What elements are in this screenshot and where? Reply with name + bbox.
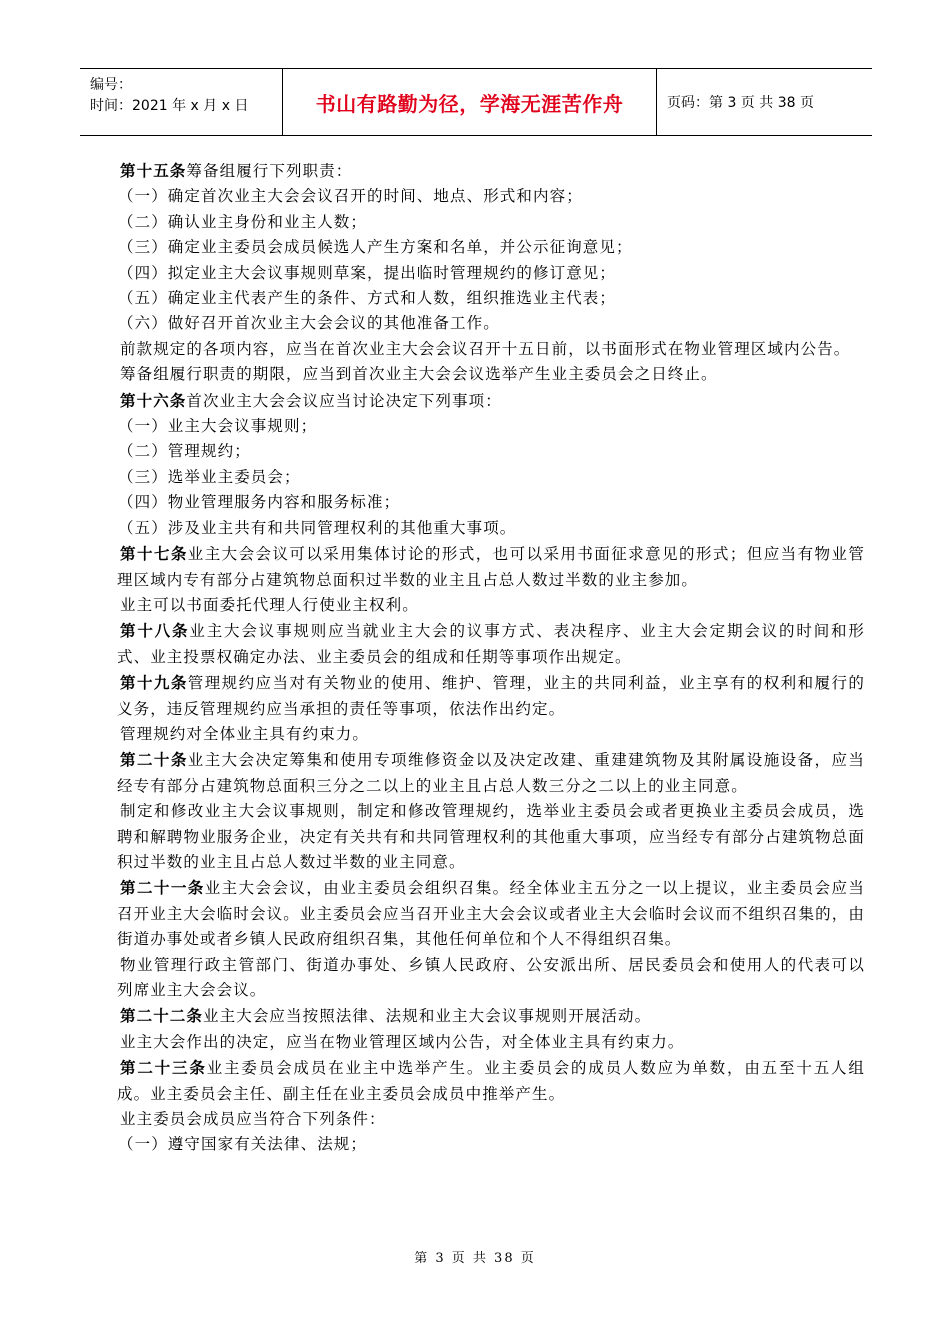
paragraph-text: 前款规定的各项内容，应当在首次业主大会会议召开十五日前，以书面形式在物业管理区域内公告。 <box>120 339 851 358</box>
body-paragraph <box>117 337 865 362</box>
paragraph-text: 业主大会决定筹集和使用专项维修资金以及决定改建、重建建筑物及其附属设施设备，应当经专有部分占建筑物总面积三分之二以上的业主且占总人数三分之二以上的业主同意。 <box>117 751 865 795</box>
list-item <box>117 210 865 235</box>
list-item <box>117 465 865 490</box>
header-number: 编号： <box>90 77 132 93</box>
paragraph-text: 业主大会会议，由业主委员会组织召集。经全体业主五分之一以上提议，业主委员会应当召开业主大会临时会议。业主委员会应当召开业主大会会议或者业主大会临时会议而不组织召集的，由街道办事处或者乡镇人民政府组织召集，其他任何单位和个人不得组织召集。 <box>117 879 865 949</box>
paragraph-text: （四）物业管理服务内容和服务标准； <box>118 493 401 512</box>
article-paragraph <box>117 618 865 670</box>
header-motto: 书山有路勤为径，学海无涯苦作舟 <box>315 91 624 116</box>
body-paragraph <box>117 722 865 747</box>
article-number: 第二十三条 <box>120 1058 207 1078</box>
list-item <box>117 235 865 260</box>
article-number: 第二十一条 <box>120 878 205 898</box>
article-paragraph <box>117 158 865 184</box>
article-paragraph <box>117 747 865 799</box>
article-number: 第十六条 <box>120 390 187 410</box>
header-time: 时间：2021 年 x 月 x 日 <box>90 98 249 114</box>
body-paragraph <box>117 1107 865 1132</box>
article-paragraph <box>117 388 865 414</box>
paragraph-text: （一）确定首次业主大会会议召开的时间、地点、形式和内容； <box>118 187 583 206</box>
list-item <box>117 439 865 464</box>
article-number: 第二十条 <box>120 750 188 770</box>
paragraph-text: （一）业主大会议事规则； <box>118 417 318 436</box>
paragraph-text: 业主委员会成员在业主中选举产生。业主委员会的成员人数应为单数，由五至十五人组成。业主委员会主任、副主任在业主委员会成员中推举产生。 <box>117 1059 865 1103</box>
body-paragraph <box>117 953 865 1004</box>
paragraph-text: 业主大会作出的决定，应当在物业管理区域内公告，对全体业主具有约束力。 <box>120 1032 685 1051</box>
list-item <box>117 516 865 541</box>
article-number: 第十九条 <box>120 673 188 693</box>
document-body <box>117 158 865 1158</box>
paragraph-text: 物业管理行政主管部门、街道办事处、乡镇人民政府、公安派出所、居民委员会和使用人的代表可以列席业主大会会议。 <box>117 955 865 999</box>
paragraph-text: 业主委员会成员应当符合下列条件： <box>120 1110 386 1129</box>
paragraph-text: 业主大会会议可以采用集体讨论的形式，也可以采用书面征求意见的形式；但应当有物业管理区域内专有部分占建筑物总面积过半数的业主且占总人数过半数的业主参加。 <box>117 545 865 589</box>
body-paragraph <box>117 799 865 875</box>
body-paragraph <box>117 593 865 618</box>
paragraph-text: 业主大会应当按照法律、法规和业主大会议事规则开展活动。 <box>203 1007 652 1026</box>
list-item <box>117 1132 865 1157</box>
body-paragraph <box>117 1030 865 1055</box>
header-motto-cell <box>283 69 657 135</box>
header-page-info: 页码：第 3 页 共 38 页 <box>667 95 814 111</box>
list-item <box>117 286 865 311</box>
article-number: 第十五条 <box>120 161 187 180</box>
article-number: 第十八条 <box>120 621 190 641</box>
article-number: 第二十二条 <box>120 1006 204 1026</box>
paragraph-text: 业主可以书面委托代理人行使业主权利。 <box>120 595 419 614</box>
paragraph-text: （二）确认业主身份和业主人数； <box>118 212 368 231</box>
header-page-info-cell <box>657 69 872 135</box>
list-item <box>117 184 865 209</box>
article-paragraph <box>117 875 865 952</box>
paragraph-text: （三）选举业主委员会； <box>118 467 301 486</box>
list-item <box>117 261 865 286</box>
list-item <box>117 490 865 515</box>
paragraph-text: （六）做好召开首次业主大会会议的其他准备工作。 <box>118 314 500 333</box>
paragraph-text: 首次业主大会会议应当讨论决定下列事项： <box>186 391 502 410</box>
paragraph-text: （一）遵守国家有关法律、法规； <box>118 1135 368 1154</box>
list-item <box>117 311 865 336</box>
paragraph-text: 制定和修改业主大会议事规则，制定和修改管理规约，选举业主委员会或者更换业主委员会成员，选聘和解聘物业服务企业，决定有关共有和共同管理权利的其他重大事项，应当经专有部分占建筑物总面积过半数的业主且占总人数过半数的业主同意。 <box>117 802 865 871</box>
paragraph-text: 筹备组履行职责的期限，应当到首次业主大会会议选举产生业主委员会之日终止。 <box>120 365 718 384</box>
paragraph-text: 管理规约应当对有关物业的使用、维护、管理，业主的共同利益，业主享有的权利和履行的义务，违反管理规约应当承担的责任等事项，依法作出约定。 <box>117 674 865 718</box>
paragraph-text: （五）确定业主代表产生的条件、方式和人数，组织推选业主代表； <box>118 289 617 308</box>
header-meta <box>80 69 283 135</box>
article-paragraph <box>117 670 865 722</box>
page-footer: 第 3 页 共 38 页 <box>414 1251 536 1266</box>
paragraph-text: 业主大会议事规则应当就业主大会的议事方式、表决程序、业主大会定期会议的时间和形式、业主投票权确定办法、业主委员会的组成和任期等事项作出规定。 <box>117 622 865 666</box>
paragraph-text: 管理规约对全体业主具有约束力。 <box>120 724 370 743</box>
article-number: 第十七条 <box>120 544 188 564</box>
article-paragraph <box>117 1003 865 1029</box>
page-header <box>80 68 872 136</box>
paragraph-text: （五）涉及业主共有和共同管理权利的其他重大事项。 <box>118 518 517 537</box>
article-paragraph <box>117 1055 865 1107</box>
paragraph-text: 筹备组履行下列职责： <box>186 162 353 180</box>
paragraph-text: （三）确定业主委员会成员候选人产生方案和名单，并公示征询意见； <box>118 238 633 257</box>
paragraph-text: （四）拟定业主大会议事规则草案，提出临时管理规约的修订意见； <box>118 263 617 282</box>
article-paragraph <box>117 541 865 593</box>
paragraph-text: （二）管理规约； <box>118 442 251 461</box>
list-item <box>117 414 865 439</box>
body-paragraph <box>117 362 865 387</box>
